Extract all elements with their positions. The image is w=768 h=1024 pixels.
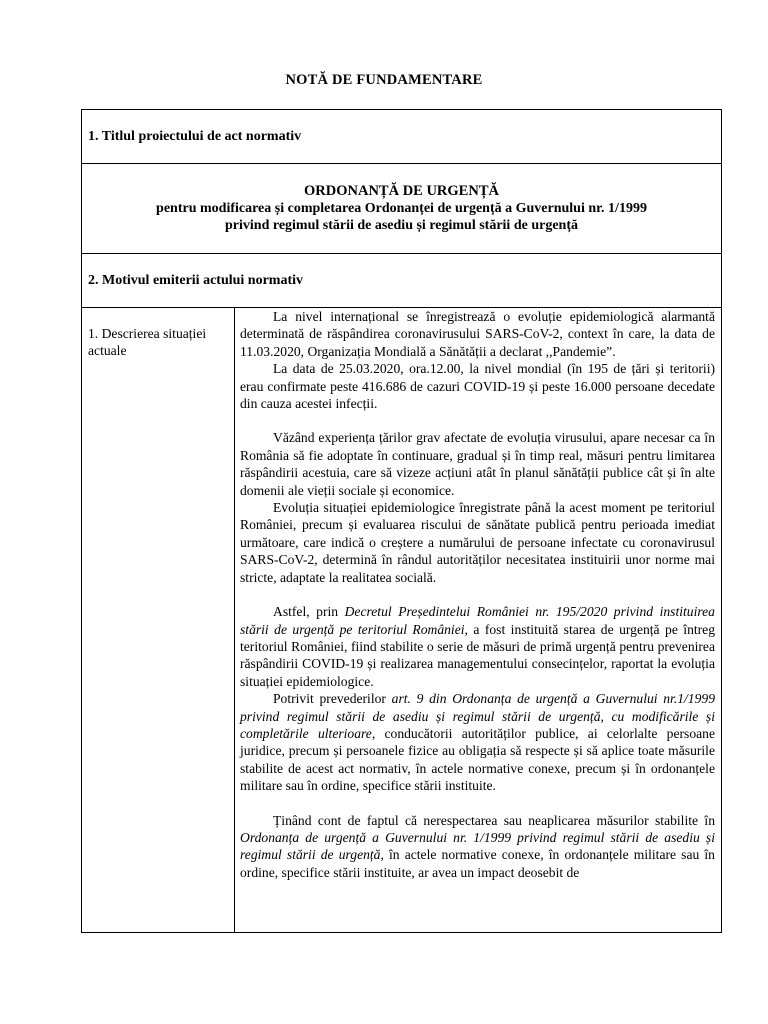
situation-description-text [235, 308, 722, 933]
ordinance-subject-line-1: pentru modificarea și completarea Ordonanței de urgență a Guvernului nr. 1/1999 [156, 201, 647, 216]
paragraph-5-text-b: , a fost instituită starea de urgență pe întreg teritoriul României, fiind stabilite o serie de măsuri de primă urgență pentru prevenirea răspândirii COVID-19 și realizarea managementului consecințelor, raportat la evoluția situației epidemiologice. [240, 621, 715, 689]
paragraph-1: La nivel internațional se înregistrează o evoluție epidemiologică alarmantă determinată de răspândirea coronavirusului SARS-CoV-2, context în care, la data de 11.03.2020, Organizația Mondială a Sănătății a declarat ,,Pandemie”. [240, 309, 715, 359]
row-label: 1. Descrierea situației actuale [82, 308, 235, 933]
paragraph-6 [240, 690, 715, 794]
section-2-heading: 2. Motivul emiterii actului normativ [82, 254, 722, 308]
paragraph-7-text-a: Ținând cont de faptul că nerespectarea sau neaplicarea măsurilor stabilite în [273, 812, 715, 828]
paragraph-7 [240, 812, 715, 882]
situation-description-row [82, 308, 722, 933]
paragraph-3: Văzând experiența țărilor grav afectate de evoluția virusului, apare necesar ca în România să fie adoptate în continuare, gradual și în timp real, măsuri pentru limitarea răspândirii acestuia, care să vizeze acțiuni atât în planul sănătății publice cât și în alte domenii ale vieții sociale și economice. [240, 430, 715, 498]
paragraph-6-text-a: Potrivit prevederilor [273, 691, 392, 707]
document-title: NOTĂ DE FUNDAMENTARE [285, 72, 483, 88]
ordinance-title-row [82, 164, 722, 254]
article-reference: art. 9 din Ordonanța de urgență a Guvernului nr.1/1999 privind regimul stării de asediu și regimul stării de urgență, cu modificările și completările ulterioare, [240, 691, 715, 741]
paragraph-2: La data de 25.03.2020, ora.12.00, la nivel mondial (în 195 de țări și teritorii) erau confirmate peste 416.686 de cazuri COVID-19 și peste 16.000 persoane decedate din cauza acestei infecții. [240, 361, 715, 412]
ordinance-reference: Ordonanța de urgență a Guvernului nr. 1/1999 privind regimul stării de asediu și regimul stării de urgență [240, 829, 715, 863]
section-1-header-row [82, 110, 722, 164]
paragraph-7-text-b: , în actele normative conexe, în ordonanțele militare sau în ordine, specifice stării instituite, ar avea un impact deosebit de [240, 847, 715, 880]
section-1-heading: 1. Titlul proiectului de act normativ [82, 110, 722, 164]
decree-reference: Decretul Președintelui României nr. 195/2020 privind instituirea stării de urgență pe teritoriul României [240, 604, 715, 637]
ordinance-title-block [82, 164, 722, 254]
paragraph-6-text-b: conducătorii autorităților publice, ai celorlalte persoane juridice, precum și persoanele fizice au obligația să respecte și să aplice toate măsurile stabilite de acest act normativ, în actele normative conexe, precum și în ordonanțele militare sau în ordine, specifice stării instituite. [240, 725, 715, 794]
ordinance-subject-line-2: privind regimul stării de asediu și regimul stării de urgență [225, 218, 578, 233]
paragraph-5 [240, 603, 715, 690]
paragraph-4: Evoluția situației epidemiologice înregistrate până la acest moment pe teritoriul României, precum și evaluarea riscului de sănătate publică pentru perioada imediat următoare, care indică o creștere a numărului de persoane infectate cu coronavirusul SARS-CoV-2, determină în rândul autorităților necesitatea instituirii unor norme mai stricte, adaptate la realitatea socială. [240, 500, 715, 585]
paragraph-5-text-a: Astfel, prin [273, 604, 345, 620]
fundamentation-table [81, 109, 722, 933]
ordinance-type: ORDONANȚĂ DE URGENȚĂ [304, 183, 499, 199]
section-2-header-row [82, 254, 722, 308]
